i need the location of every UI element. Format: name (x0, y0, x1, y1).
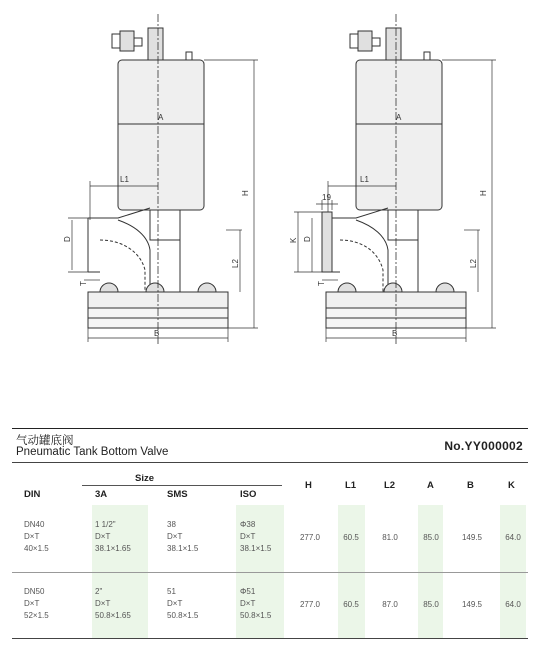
table-top-rule (12, 462, 528, 463)
dim-label-h-right: H (479, 190, 488, 196)
col-header-k: K (508, 480, 515, 491)
col-header-iso: ISO (240, 489, 257, 500)
table-row-2-a: 85.0 (423, 600, 439, 609)
col-header-h: H (305, 480, 312, 491)
table-row-1-sms: 38 D×T 38.1×1.5 (167, 520, 199, 553)
table-row-1-l2: 81.0 (382, 533, 398, 542)
table-row-2-iso: Φ51 D×T 50.8×1.5 (240, 587, 272, 620)
table-row-2-k: 64.0 (505, 600, 521, 609)
dim-label-h-left: H (241, 190, 250, 196)
dim-label-l1-left: L1 (120, 175, 129, 184)
dim-label-19-right: 19 (322, 193, 331, 202)
dim-label-a-right: A (396, 113, 402, 122)
table-row-1-3a: 1 1/2" D×T 38.1×1.65 (95, 520, 131, 553)
table-row-1-din: DN40 D×T 40×1.5 (24, 520, 49, 553)
size-group-header: Size (135, 473, 155, 484)
table-row-1-iso: Φ38 D×T 38.1×1.5 (240, 520, 272, 553)
dim-label-t-left: T (79, 281, 88, 286)
col-header-3a: 3A (95, 489, 108, 500)
dim-label-l2-left: L2 (231, 259, 240, 268)
col-header-l2: L2 (384, 480, 396, 491)
col-header-b: B (467, 480, 474, 491)
dim-label-k-right: K (289, 237, 298, 243)
valve-drawing-right (322, 28, 466, 328)
col-header-a: A (427, 480, 434, 491)
dim-label-d-left: D (63, 236, 72, 242)
col-header-l1: L1 (345, 480, 357, 491)
table-row-2-l1: 60.5 (343, 600, 359, 609)
col-header-sms: SMS (167, 489, 188, 500)
row-divider (12, 572, 528, 573)
size-group-line (82, 485, 282, 486)
dim-label-b-left: B (154, 329, 160, 338)
table-row-2-din: DN50 D×T 52×1.5 (24, 587, 49, 620)
table-row-1-k: 64.0 (505, 533, 521, 542)
table-row-2-b: 149.5 (461, 600, 483, 609)
dim-label-b-right: B (392, 329, 398, 338)
dim-label-l1-right: L1 (360, 175, 369, 184)
dim-label-a-left: A (158, 113, 164, 122)
table-row-2-sms: 51 D×T 50.8×1.5 (167, 587, 199, 620)
table-bottom-rule (12, 638, 528, 639)
product-number: No.YY000002 (444, 439, 523, 453)
table-row-1-h: 277.0 (299, 533, 321, 542)
dim-label-d-right: D (303, 236, 312, 242)
product-title-english: Pneumatic Tank Bottom Valve (16, 446, 169, 458)
dim-label-t-right: T (317, 281, 326, 286)
table-row-2-l2: 87.0 (382, 600, 398, 609)
product-title-chinese: 气动罐底阀 (16, 433, 74, 447)
table-row-1-a: 85.0 (423, 533, 439, 542)
table-row-2-3a: 2" D×T 50.8×1.65 (95, 587, 131, 620)
title-rule (12, 428, 528, 429)
table-row-1-l1: 60.5 (343, 533, 359, 542)
dim-label-l2-right: L2 (469, 259, 478, 268)
col-header-din: DIN (24, 489, 41, 500)
table-row-1-b: 149.5 (461, 533, 483, 542)
table-row-2-h: 277.0 (299, 600, 321, 609)
